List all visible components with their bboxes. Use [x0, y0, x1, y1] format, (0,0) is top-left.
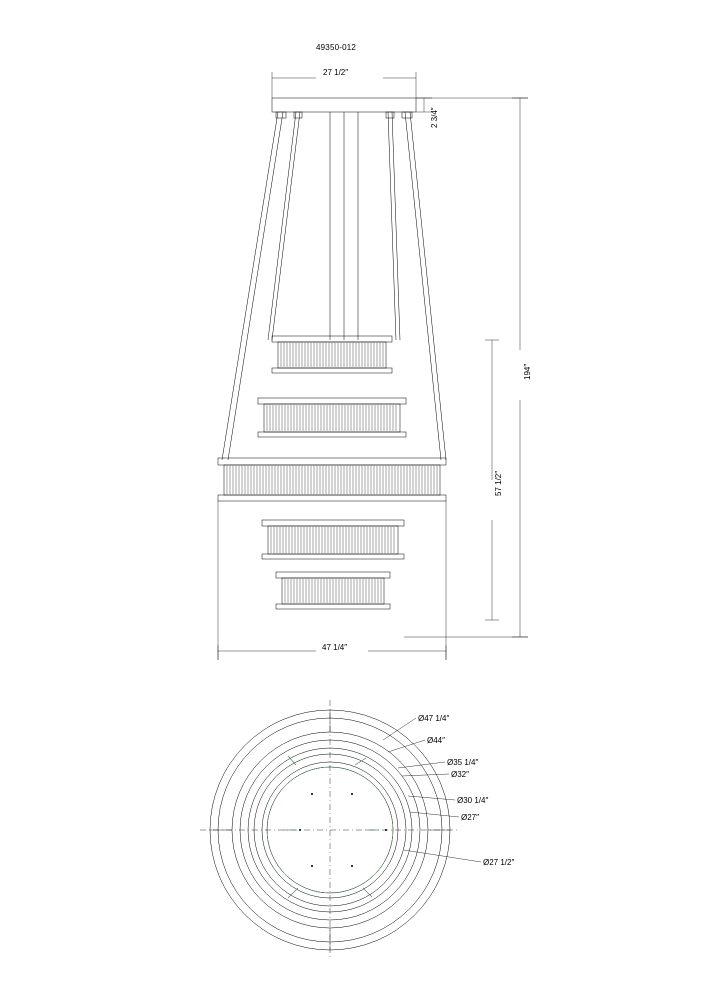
dim-diameter-5: Ø30 1/4″ [457, 796, 489, 805]
dim-overall-height: 194″ [523, 363, 532, 380]
dim-line-canopy-width [272, 72, 416, 98]
dim-line-fixture-height [485, 340, 499, 620]
dim-diameter-2: Ø44″ [427, 736, 445, 745]
dim-line-overall-width [218, 501, 446, 660]
dim-line-overall-height [404, 98, 528, 637]
suspension-rods [222, 112, 446, 460]
dim-overall-width: 47 1/4″ [322, 643, 348, 652]
dim-fixture-height: 57 1/2″ [494, 470, 503, 496]
tier-1 [272, 336, 392, 373]
tier-5 [276, 572, 390, 609]
tier-1-crystals [281, 343, 383, 367]
tier-3-crystals [227, 466, 437, 494]
part-number-label: 49350-012 [316, 43, 357, 52]
tier-2-crystals [267, 405, 396, 431]
dim-diameter-7: Ø27 1/2″ [483, 858, 515, 867]
tier-3 [218, 458, 446, 501]
tier-5-crystals [285, 579, 381, 603]
dim-diameter-4: Ø32″ [451, 770, 469, 779]
canopy [272, 98, 416, 112]
plan-centerlines [200, 700, 460, 960]
elevation-view [218, 72, 528, 660]
plan-leader-lines [383, 718, 481, 862]
tier-4-crystals [271, 527, 394, 553]
plan-view [200, 700, 481, 960]
dim-canopy-height: 2 3/4″ [430, 107, 439, 128]
dim-diameter-3: Ø35 1/4″ [447, 758, 479, 767]
dim-diameter-6: Ø27″ [461, 813, 479, 822]
dim-canopy-width: 27 1/2″ [323, 68, 349, 77]
dim-diameter-1: Ø47 1/4″ [418, 714, 450, 723]
tier-2 [258, 398, 406, 437]
tier-4 [262, 520, 404, 559]
dim-line-canopy-height [416, 98, 432, 112]
